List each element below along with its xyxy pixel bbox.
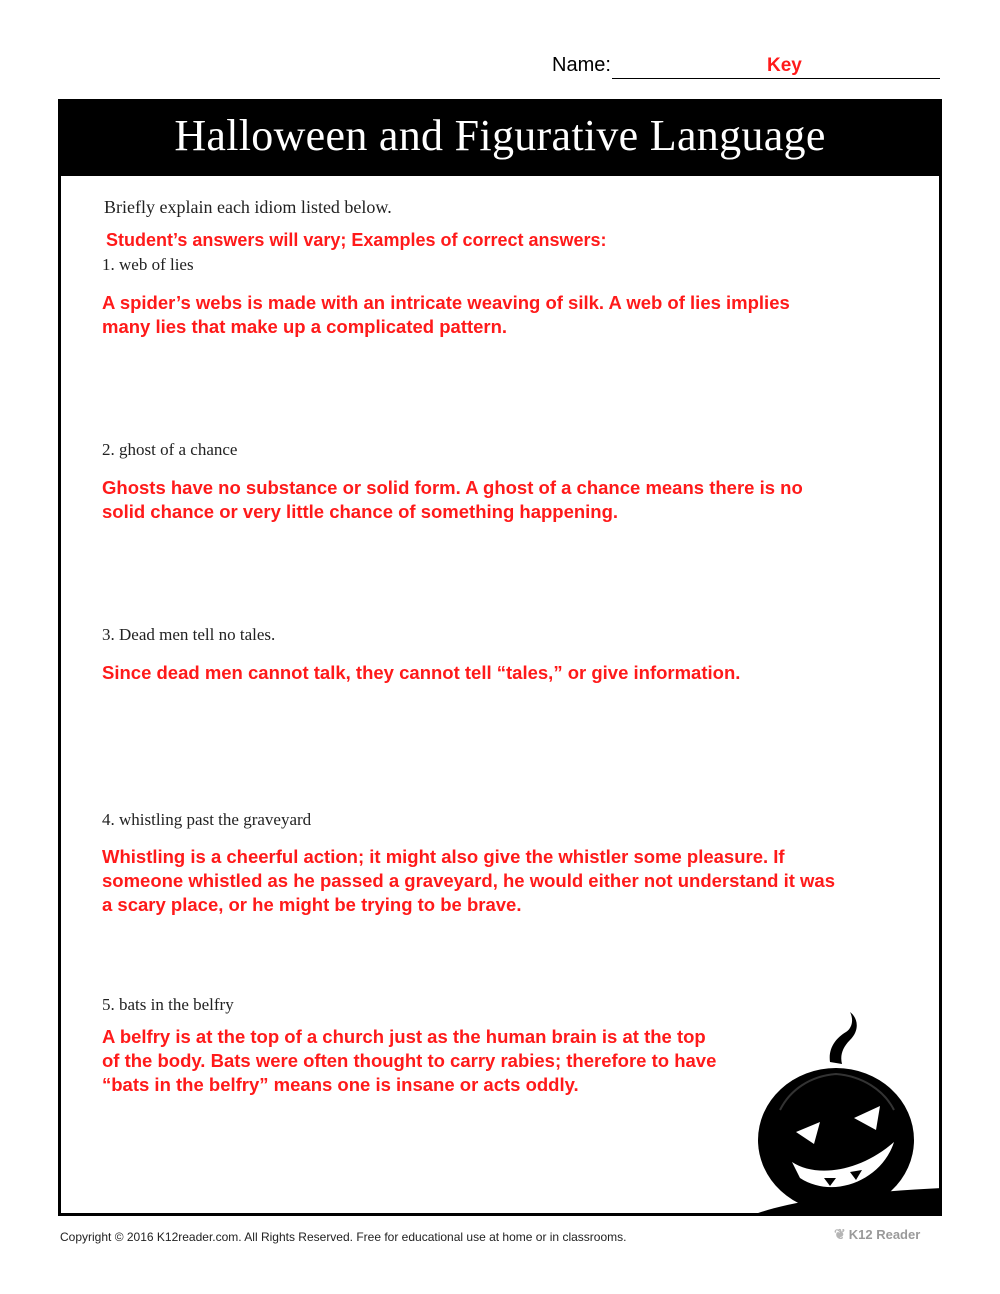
question-4: 4. whistling past the graveyard [102,810,312,829]
answer-1 [102,291,790,339]
answer-5 [102,1025,716,1097]
answer-4 [102,845,835,917]
question-5: 5. bats in the belfry [102,995,234,1014]
answer-note: Student’s answers will vary; Examples of correct answers: [106,230,607,250]
answer-5-line-2: of the body. Bats were often thought to carry rabies; therefore to have [102,1050,717,1071]
answer-3 [102,661,740,685]
name-label: Name: [552,54,611,76]
logo-text: K12 Reader [848,1227,921,1242]
name-underline [612,78,940,79]
answer-2-line-1: Ghosts have no substance or solid form. A ghost of a chance means there is no [102,477,803,498]
answer-1-line-1: A spider’s webs is made with an intricate weaving of silk. A web of lies implies [102,292,790,313]
answer-2-line-2: solid chance or very little chance of something happening. [102,501,619,522]
answer-1-line-2: many lies that make up a complicated pattern. [102,316,508,337]
answer-4-line-3: a scary place, or he might be trying to be brave. [102,894,522,915]
question-1: 1. web of lies [102,255,194,274]
name-value: Key [767,55,802,76]
instructions: Briefly explain each idiom listed below. [104,197,392,217]
k12reader-logo [834,1226,920,1243]
question-2: 2. ghost of a chance [102,440,238,459]
answer-3-line-1: Since dead men cannot talk, they cannot tell “tales,” or give information. [102,662,741,683]
jack-o-lantern-icon [750,1010,942,1216]
k12reader-logo-icon: ❦ [834,1226,846,1242]
answer-4-line-2: someone whistled as he passed a graveyard, he would either not understand it was [102,870,835,891]
question-3: 3. Dead men tell no tales. [102,625,276,644]
page-title: Halloween and Figurative Language [174,111,826,160]
answer-5-line-3: “bats in the belfry” means one is insane or acts oddly. [102,1074,579,1095]
copyright-text: Copyright © 2016 K12reader.com. All Rights Reserved. Free for educational use at home or in classrooms. [60,1230,627,1244]
answer-2 [102,476,803,524]
answer-4-line-1: Whistling is a cheerful action; it might also give the whistler some pleasure. If [102,846,785,867]
answer-5-line-1: A belfry is at the top of a church just as the human brain is at the top [102,1026,706,1047]
